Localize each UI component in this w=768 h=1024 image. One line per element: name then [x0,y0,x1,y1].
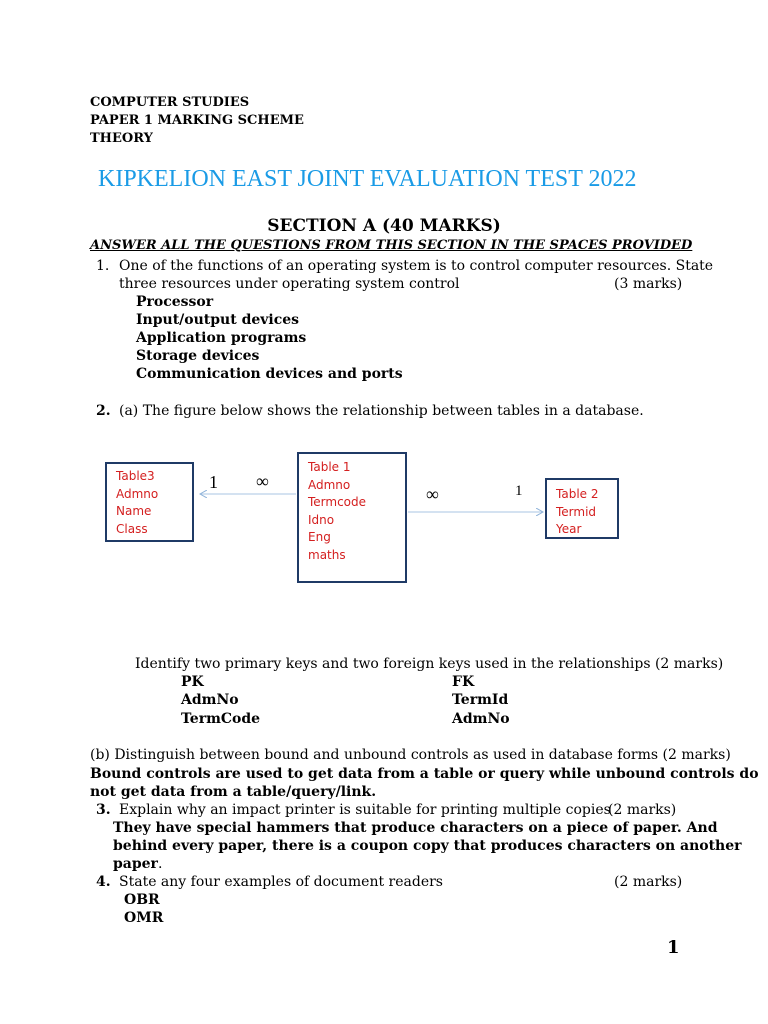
table3-title: Table3 [116,469,155,483]
section-instruction: ANSWER ALL THE QUESTIONS FROM THIS SECTION IN THE SPACES PROVIDED [90,238,693,253]
table1-box [297,452,407,583]
q3-answer-line1: They have special hammers that produce characters on a piece of paper. And [113,820,718,836]
q4-marks: (2 marks) [614,874,683,890]
q2-identify: Identify two primary keys and two foreign keys used in the relationships (2 marks) [135,656,724,672]
table3-field: Class [116,521,148,536]
q3-marks: (2 marks) [608,802,677,818]
q4-answer: OBR [124,892,160,908]
table2-title: Table 2 [556,487,599,501]
section-heading: SECTION A (40 MARKS) [267,216,501,236]
table1-field: Idno [308,512,335,527]
pk-value: AdmNo [181,692,239,708]
table1-field: Termcode [308,495,367,509]
q2-part-b-answer-line2: not get data from a table/query/link. [90,784,377,800]
q2-part-b: (b) Distinguish between bound and unbound controls as used in database forms (2 marks) [90,747,731,763]
cardinality-one-right: 1 [515,483,523,499]
header-line-1: COMPUTER STUDIES [90,95,250,110]
q4-number: 4. [96,874,111,890]
fk-value: TermId [452,692,509,708]
fk-value: AdmNo [452,711,510,727]
q1-answer: Input/output devices [136,312,300,328]
pk-value: TermCode [181,711,261,727]
header-line-3: THEORY [90,131,153,146]
table3-field: Admno [116,486,159,501]
q2-number: 2. [96,403,111,419]
cardinality-many-left: ∞ [256,471,269,491]
q4-text: State any four examples of document readers [119,874,443,890]
pk-heading: PK [181,674,204,690]
q3-text: Explain why an impact printer is suitable for printing multiple copies [119,802,611,818]
table3-box [105,462,194,542]
q1-answer: Processor [136,294,214,310]
q1-marks: (3 marks) [614,276,683,292]
table1-title: Table 1 [308,460,351,474]
page-number: 1 [667,937,680,958]
q2-part-b-answer-line1: Bound controls are used to get data from a table or query while unbound controls do [90,766,759,782]
q1-number: 1. [96,258,110,274]
q1-text-line2: three resources under operating system control [119,276,460,292]
q1-answer: Communication devices and ports [136,366,403,382]
q3-answer-line3 [113,855,162,873]
q1-text-line1: One of the functions of an operating system is to control computer resources. State [119,258,714,274]
table2-field: Year [556,522,582,536]
cardinality-one-left: 1 [209,472,218,492]
q3-number: 3. [96,802,111,818]
table1-field: maths [308,547,346,562]
header-line-2: PAPER 1 MARKING SCHEME [90,113,304,128]
fk-heading: FK [452,674,475,690]
q1-answer: Application programs [136,330,307,346]
exam-title: KIPKELION EAST JOINT EVALUATION TEST 2022 [98,166,637,192]
cardinality-many-right: ∞ [426,484,439,504]
q3-answer-period: . [157,856,163,872]
q2-part-a: (a) The figure below shows the relationship between tables in a database. [119,403,644,419]
q3-answer-line3-text: paper [113,856,158,872]
table1-field: Eng [308,530,331,544]
table2-field: Termid [556,504,597,519]
table2-box [545,478,619,539]
q4-answer: OMR [124,910,164,926]
table3-field: Name [116,504,152,518]
q1-answer: Storage devices [136,348,260,364]
q3-answer-line2: behind every paper, there is a coupon copy that produces characters on another [113,838,742,854]
table1-field: Admno [308,477,351,492]
